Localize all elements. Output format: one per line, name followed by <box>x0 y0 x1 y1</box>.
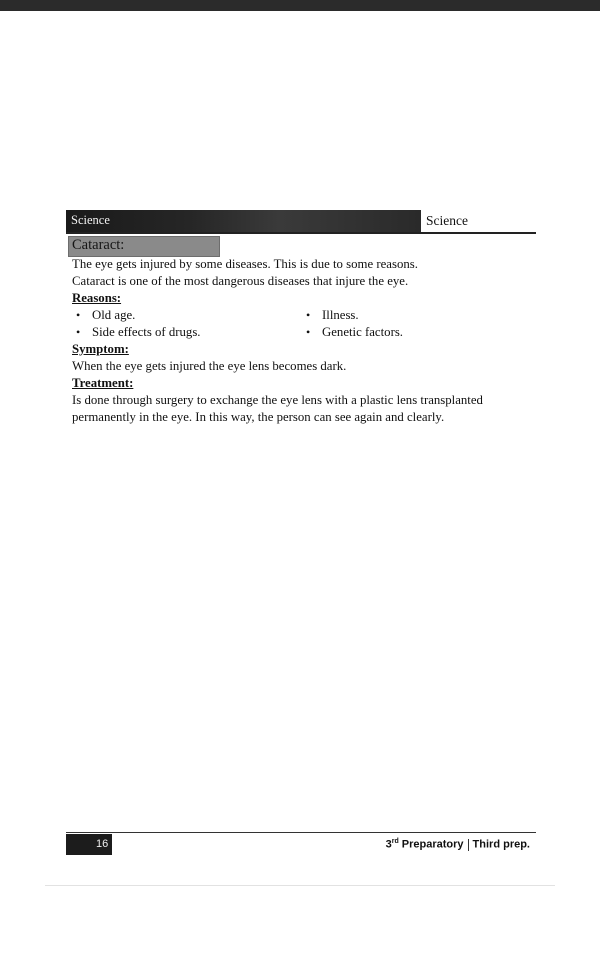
footer-separator <box>468 839 469 851</box>
reason-text: Illness. <box>322 308 359 322</box>
bullet-icon: • <box>306 325 311 339</box>
top-dark-strip <box>0 0 600 11</box>
grade-suffix: rd <box>391 838 399 845</box>
bullet-icon: • <box>76 325 81 339</box>
reason-item <box>76 325 201 340</box>
header-subject-left: Science <box>71 213 110 227</box>
treatment-line-1: Is done through surgery to exchange the eye lens with a plastic lens transplanted <box>72 393 483 407</box>
section-title-box <box>68 236 220 257</box>
section-title: Cataract: <box>72 237 125 253</box>
page-number-box <box>66 834 112 855</box>
footer-grade <box>386 838 530 851</box>
reasons-heading: Reasons: <box>72 291 122 305</box>
footer-rule <box>66 832 536 833</box>
bullet-icon: • <box>76 308 81 322</box>
symptom-heading: Symptom: <box>72 342 129 356</box>
page-footer <box>66 832 536 856</box>
grade-number: 3 <box>385 838 392 851</box>
reason-text: Old age. <box>92 308 136 322</box>
intro-line-2: Cataract is one of the most dangerous diseases that injure the eye. <box>72 274 409 288</box>
header-bar <box>66 210 421 232</box>
reason-item <box>306 325 403 340</box>
treatment-line-2: permanently in the eye. In this way, the person can see again and clearly. <box>72 410 445 424</box>
header-subject-right: Science <box>426 213 468 228</box>
reason-item <box>306 308 359 323</box>
header-rule <box>66 232 536 234</box>
reason-text: Genetic factors. <box>322 325 404 339</box>
grade-short: Third prep. <box>472 838 530 851</box>
reason-text: Side effects of drugs. <box>92 325 201 339</box>
symptom-text: When the eye gets injured the eye lens becomes dark. <box>72 359 347 373</box>
page-number: 16 <box>96 838 109 850</box>
reason-item <box>76 308 135 323</box>
bullet-icon: • <box>306 308 311 322</box>
bottom-page-edge <box>45 885 555 886</box>
grade-label: Preparatory <box>398 838 464 851</box>
treatment-heading: Treatment: <box>72 376 134 390</box>
intro-line-1: The eye gets injured by some diseases. This is due to some reasons. <box>72 257 418 271</box>
page-header <box>66 210 536 234</box>
